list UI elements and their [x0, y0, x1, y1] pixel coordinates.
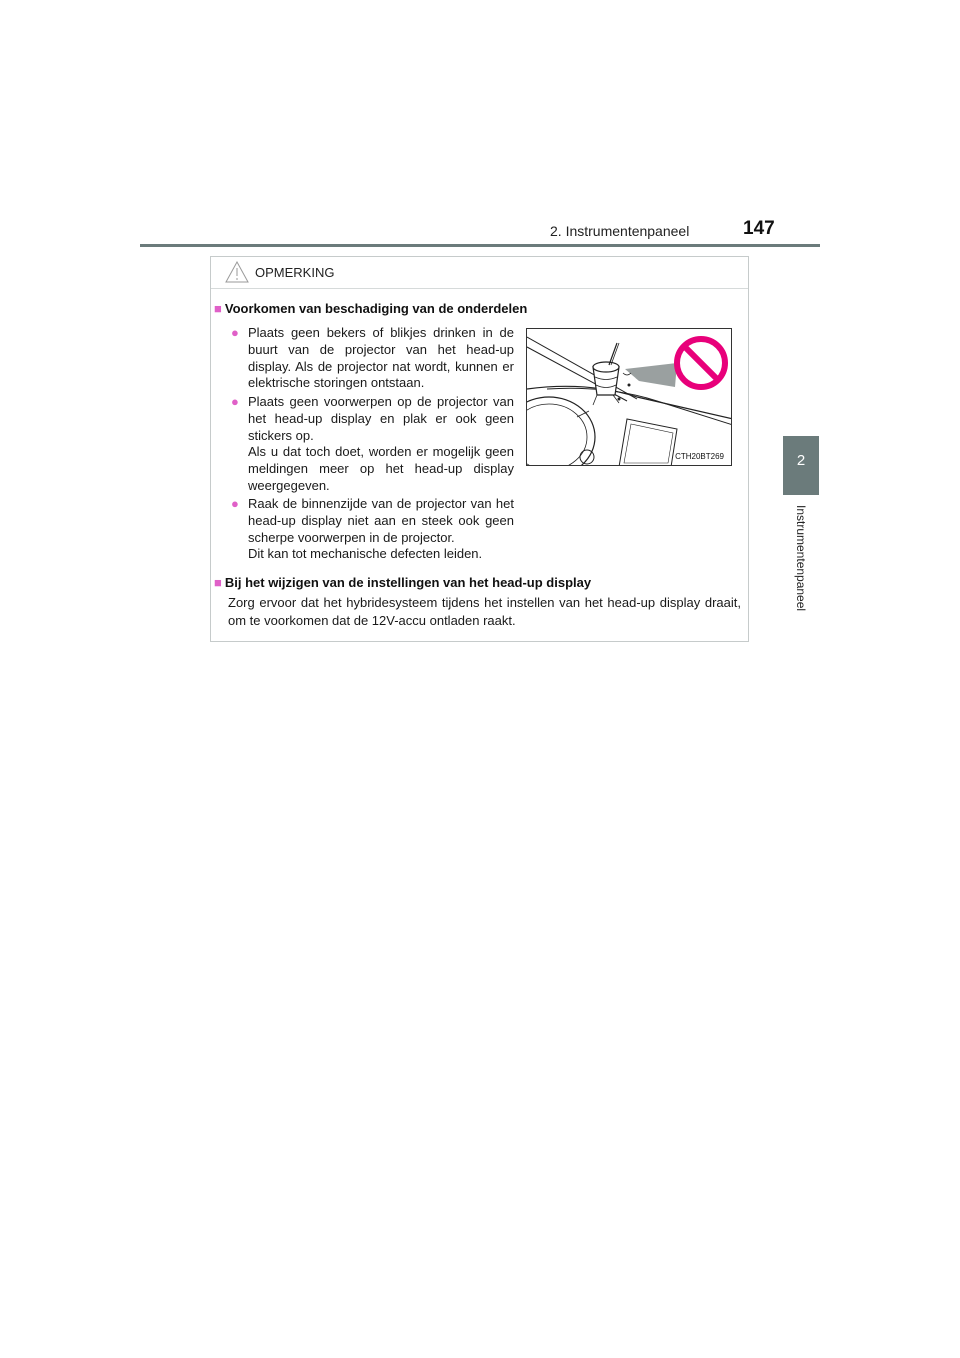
bullet-item: ● Plaats geen voorwerpen op de projector van het head-up display en plak er ook geen stickers op. Als u dat toch doet, worden er mogelijk geen meldingen meer op het head-up display weergegeven. — [231, 394, 514, 493]
square-bullet-icon: ■ — [214, 301, 222, 316]
bullet-item: ● Raak de binnenzijde van de projector van het head-up display niet aan en steek ook geen scherpe voorwerpen in de projector. Dit kan tot mechanische defecten leiden. — [231, 496, 514, 562]
circle-bullet-icon: ● — [231, 394, 239, 409]
page-number: 147 — [743, 218, 775, 239]
chapter-tab — [783, 436, 819, 495]
settings-paragraph: Zorg ervoor dat het hybridesysteem tijdens het instellen van het head-up display draait, om te voorkomen dat de 12V-accu ontladen raakt. — [228, 595, 741, 628]
illustration-cup-on-dashboard — [526, 328, 732, 466]
header-rule — [140, 244, 820, 247]
chapter-label: Instrumentenpaneel — [794, 505, 808, 612]
chapter-number: 2 — [796, 452, 806, 469]
warning-triangle-icon — [225, 261, 249, 288]
section-heading-settings: ■ Bij het wijzigen van de instellingen van het head-up display — [214, 575, 592, 590]
section-heading-damage: ■ Voorkomen van beschadiging van de onderdelen — [214, 301, 528, 316]
bullet-item: ● Plaats geen bekers of blikjes drinken in de buurt van de projector van het head-up display. Als de projector nat wordt, kunnen er elektrische storingen ontstaan. — [231, 325, 514, 391]
section-title: 2. Instrumentenpaneel — [550, 223, 690, 239]
circle-bullet-icon: ● — [231, 496, 239, 511]
note-label: OPMERKING — [255, 265, 335, 280]
square-bullet-icon: ■ — [214, 575, 222, 590]
circle-bullet-icon: ● — [231, 325, 239, 340]
note-header — [211, 257, 748, 289]
figure-code: CTH20BT269 — [675, 452, 724, 461]
